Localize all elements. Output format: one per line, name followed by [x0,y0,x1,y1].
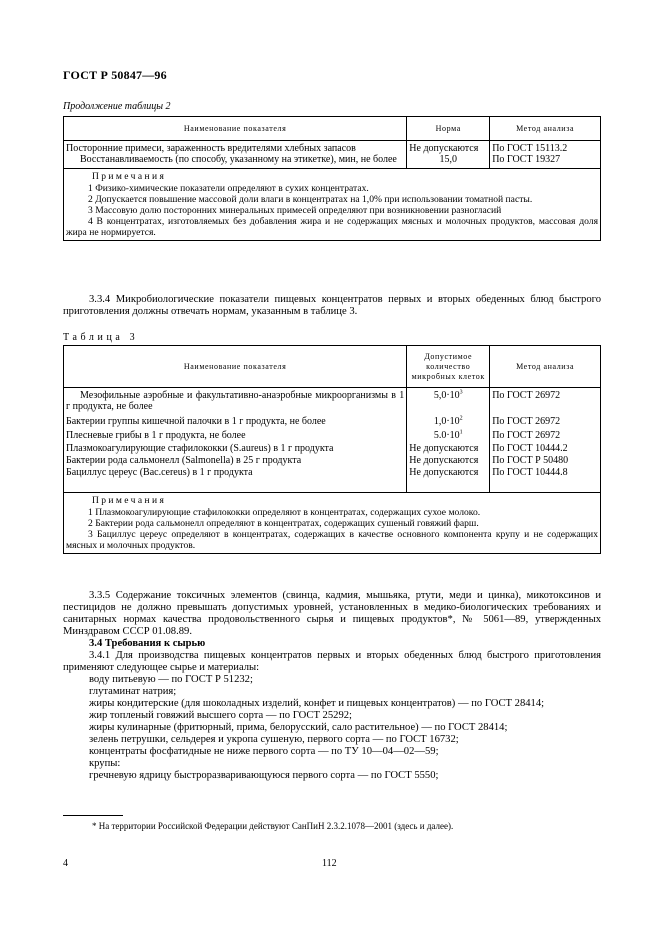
table3-cell-norm-exponent: 3 [459,389,463,396]
footnote: * На территории Российской Федерации действуют СанПиН 2.3.2.1078—2001 (здесь и далее). [92,821,454,831]
document-header: ГОСТ Р 50847—96 [63,68,167,82]
table-row [64,154,601,169]
table-3 [63,345,601,554]
section-heading-3-4: 3.4 Требования к сырью [89,638,206,649]
table2-cell-norm: Не допускаются [407,141,490,155]
table3-cell-method: По ГОСТ 26972 [490,412,601,427]
paragraph-3-3-4 [63,294,601,318]
table-row [64,454,601,466]
table3-cell-method: По ГОСТ 26972 [490,427,601,441]
page-number-center: 112 [322,858,337,869]
material-item: концентраты фосфатидные не ниже первого сорта — по ТУ 10—04—02—59; [89,746,439,757]
table3-header-name: Наименование показателя [64,346,407,388]
table-row [64,441,601,454]
page-number-left: 4 [63,858,68,869]
body-section [63,590,601,782]
table3-notes-row [64,493,601,554]
table-2 [63,116,601,241]
table2-notes-row [64,169,601,241]
table3-cell-name: Бактерии группы кишечной палочки в 1 г продукта, не более [64,412,407,427]
table2-header-norm: Норма [407,117,490,141]
material-item: глутаминат натрия; [89,686,177,697]
table3-cell-norm: Не допускаются [407,454,490,466]
material-item: зелень петрушки, сельдерея и укропа сушеную, первого сорта — по ГОСТ 16732; [89,734,459,745]
table2-cell-method: По ГОСТ 19327 [490,154,601,169]
table2-notes [64,169,601,241]
table2-header-method: Метод анализа [490,117,601,141]
table3-cell-name: Плазмокоагулирующие стафилококки (S.aureus) в 1 г продукта [64,441,407,454]
table3-notes [64,493,601,554]
material-item: жир топленый говяжий высшего сорта — по ГОСТ 25292; [89,710,352,721]
table3-notes-title: Примечания [92,496,167,506]
table2-note: 2 Допускается повышение массовой доли влаги в концентратах на 1,0% при использовании томатной пасты. [88,194,533,205]
table2-note: 3 Массовую долю посторонних минеральных примесей определяют при возникновении разногласий [88,205,502,216]
material-item: жиры кулинарные (фритюрный, прима, белорусский, сало растительное) — по ГОСТ 28414; [89,722,508,733]
table3-cell-norm-exponent: 2 [459,415,463,422]
table-row [64,427,601,441]
table3-cell-method: По ГОСТ Р 50480 [490,454,601,466]
table-row [64,141,601,155]
material-item: крупы: [89,758,121,769]
table3-cell-norm: 1,0·10 [433,416,460,427]
table3-header-row [64,346,601,388]
table3-caption: Таблица 3 [63,332,139,343]
table2-note: 1 Физико-химические показатели определяют в сухих концентратах. [88,183,369,194]
table3-note: 1 Плазмокоагулирующие стафилококки определяют в концентратах, содержащих сухое молоко. [88,507,481,518]
paragraph-3-3-5: 3.3.5 Содержание токсичных элементов (свинца, кадмия, мышьяка, ртути, меди и цинка), микотоксинов и пестицидов не должно превышать допустимых уровней, установленных в медико-биологических требованиях и санитарных нормах качества продовольственного сырья и пищевых продуктов*, № 5061—89, утвержденных Минздравом СССР 01.08.89. [63,590,601,637]
table3-cell-method: По ГОСТ 10444.8 [490,466,601,493]
table-row [64,466,601,493]
table3-header-norm: Допустимое количество микробных клеток [407,346,490,388]
table2-header-name: Наименование показателя [64,117,407,141]
table2-cell-name: Посторонние примеси, зараженность вредителями хлебных запасов [64,141,407,155]
table3-note: 3 Бациллус цереус определяют в концентратах, содержащих в качестве основного компонента крупу и не содержащих мясных и молочных продуктов. [66,529,598,551]
table3-cell-norm-exponent: 1 [459,429,463,436]
paragraph-3-4-1: 3.4.1 Для производства пищевых концентратов первых и вторых обеденных блюд быстрого приготовления применяют следующее сырье и материалы: [63,650,601,673]
table3-cell-norm: Не допускаются [407,466,490,493]
table-row [64,388,601,413]
table-row [64,412,601,427]
paragraph-3-3-4-text: 3.3.4 Микробиологические показатели пищевых концентратов первых и вторых обеденных блюд быстрого приготовления должны отвечать нормам, указанным в таблице 3. [63,294,601,317]
table2-notes-title: Примечания [92,172,167,182]
table3-cell-method: По ГОСТ 10444.2 [490,441,601,454]
table3-cell-name: Мезофильные аэробные и факультативно-анаэробные микроорганизмы в 1 г продукта, не более [66,390,405,412]
footnote-divider [63,815,123,816]
table3-note: 2 Бактерии рода сальмонелл определяют в концентратах, содержащих сушеный говяжий фарш. [88,518,479,529]
table3-cell-norm: Не допускаются [407,441,490,454]
table2-cell-method: По ГОСТ 15113.2 [490,141,601,155]
material-item: воду питьевую — по ГОСТ Р 51232; [89,674,253,685]
table2-cell-name: Восстанавливаемость (по способу, указанному на этикетке), мин, не более [80,154,397,165]
material-item: жиры кондитерские (для шоколадных изделий, конфет и пищевых концентратов) — по ГОСТ 28414; [89,698,545,709]
table3-cell-name: Бактерии рода сальмонелл (Salmonella) в 25 г продукта [64,454,407,466]
table3-header-method: Метод анализа [490,346,601,388]
table2-continuation-label: Продолжение таблицы 2 [63,101,171,112]
table3-cell-name: Бациллус цереус (Bac.cereus) в 1 г продукта [64,466,407,493]
table3-cell-name: Плесневые грибы в 1 г продукта, не более [64,427,407,441]
table2-header-row [64,117,601,141]
table2-note: 4 В концентратах, изготовляемых без добавления жира и не содержащих мясных и молочных продуктов, массовая доля жира не нормируется. [66,216,598,238]
table3-cell-method: По ГОСТ 26972 [490,388,601,413]
table3-cell-norm: 5,0·10 [433,390,460,401]
table2-cell-norm: 15,0 [407,154,490,169]
table3-cell-norm: 5.0·10 [433,430,460,441]
material-item: гречневую ядрицу быстроразваривающуюся первого сорта — по ГОСТ 5550; [89,770,439,781]
